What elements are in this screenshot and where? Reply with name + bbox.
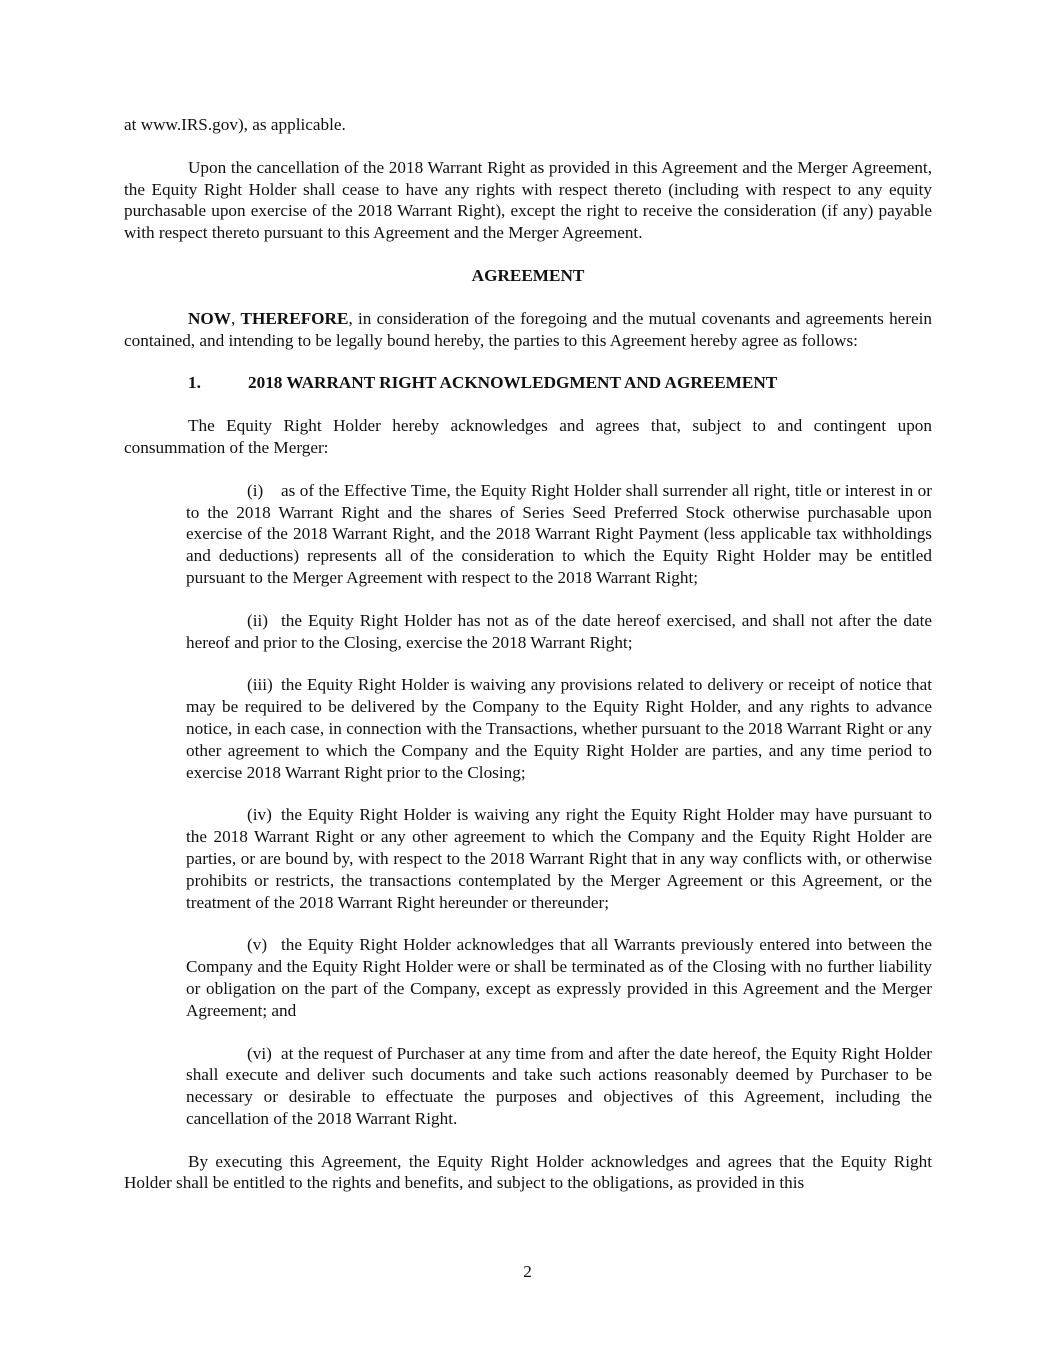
now-term: NOW (188, 308, 231, 328)
clause-v (186, 934, 932, 1021)
clause-i (186, 480, 932, 589)
now-therefore-paragraph (124, 308, 932, 352)
clause-marker: (vi) (247, 1043, 272, 1063)
clause-text: at the request of Purchaser at any time from and after the date hereof, the Equity Right Holder shall execute and deliver such documents and take such actions reasonably deemed by Purchaser to be necessary or desirable to effectuate the purposes and objectives of this Agreement, including the cancellation of the 2018 Warrant Right. (186, 1043, 932, 1128)
clause-text: the Equity Right Holder has not as of the date hereof exercised, and shall not after the date hereof and prior to the Closing, exercise the 2018 Warrant Right; (186, 610, 932, 652)
cancellation-paragraph: Upon the cancellation of the 2018 Warrant Right as provided in this Agreement and the Merger Agreement, the Equity Right Holder shall cease to have any rights with respect thereto (including with respect to any equity purchasable upon exercise of the 2018 Warrant Right), except the right to receive the consideration (if any) payable with respect thereto pursuant to this Agreement and the Merger Agreement. (124, 157, 932, 243)
closing-paragraph: By executing this Agreement, the Equity Right Holder acknowledges and agrees that the Equity Right Holder shall be entitled to the rights and benefits, and subject to the obligations, as provided in this (124, 1151, 932, 1193)
section-heading (188, 372, 932, 394)
section-title: 2018 WARRANT RIGHT ACKNOWLEDGMENT AND AGREEMENT (248, 373, 778, 393)
clause-marker: (iii) (247, 675, 273, 695)
now-therefore-text: , in consideration of the foregoing and the mutual covenants and agreements herein contained, and intending to be legally bound hereby, the parties to this Agreement hereby agree as follows: (124, 308, 933, 350)
agreement-heading: AGREEMENT (471, 265, 585, 285)
clause-iii (186, 674, 932, 783)
page-body (124, 114, 932, 1194)
section-intro: The Equity Right Holder hereby acknowledges and agrees that, subject to and contingent upon consummation of the Merger: (124, 416, 932, 457)
clause-text: the Equity Right Holder acknowledges that all Warrants previously entered into between the Company and the Equity Right Holder were or shall be terminated as of the Closing with no further liability or obligation on the part of the Company, except as expressly provided in this Agreement and the Merger Agreement; and (186, 935, 932, 1020)
opening-fragment: at www.IRS.gov), as applicable. (124, 115, 346, 134)
clause-marker: (i) (247, 480, 264, 500)
page-number: 2 (523, 1262, 532, 1281)
clause-ii (186, 610, 932, 654)
clause-text: the Equity Right Holder is waiving any provisions related to delivery or receipt of notice that may be required to be delivered by the Company to the Equity Right Holder, and any rights to advance notice, in each case, in connection with the Transactions, whether pursuant to the 2018 Warrant Right or any other agreement to which the Company and the Equity Right Holder are parties, and any time period to exercise 2018 Warrant Right prior to the Closing; (186, 675, 932, 782)
clause-text: the Equity Right Holder is waiving any right the Equity Right Holder may have pursuant to the 2018 Warrant Right or any other agreement to which the Company and the Equity Right Holder are parties, or are bound by, with respect to the 2018 Warrant Right that in any way conflicts with, or otherwise prohibits or restricts, the transactions contemplated by the Merger Agreement or this Agreement, or the treatment of the 2018 Warrant Right hereunder or thereunder; (186, 805, 932, 912)
therefore-term: THEREFORE (240, 308, 349, 328)
clause-iv (186, 804, 932, 913)
clause-marker: (ii) (247, 610, 268, 630)
section-number: 1. (188, 373, 201, 393)
clause-marker: (iv) (247, 805, 272, 825)
now-therefore-separator: , (230, 308, 241, 328)
clause-marker: (v) (247, 935, 268, 955)
clause-text: as of the Effective Time, the Equity Right Holder shall surrender all right, title or interest in or to the 2018 Warrant Right and the shares of Series Seed Preferred Stock otherwise purchasable upon exercise of the 2018 Warrant Right, and the 2018 Warrant Right Payment (less applicable tax withholdings and deductions) represents all of the consideration to which the Equity Right Holder may be entitled pursuant to the Merger Agreement with respect to the 2018 Warrant Right; (186, 480, 932, 587)
clause-vi (186, 1043, 932, 1130)
